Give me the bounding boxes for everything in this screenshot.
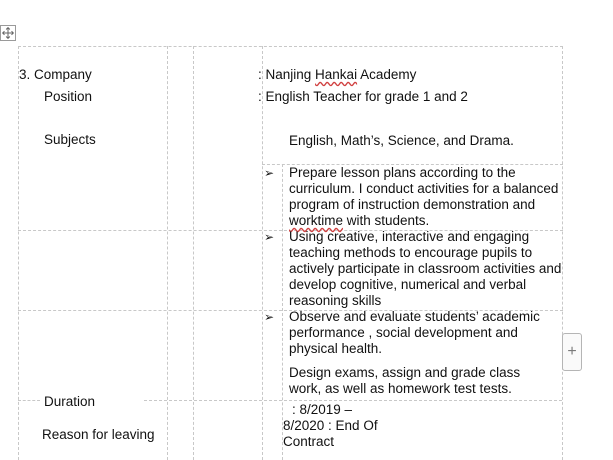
arrow-bullet-icon: ➢ <box>264 310 275 324</box>
duration-value-line1: : 8/2019 – <box>292 402 353 417</box>
reason-label: Reason for leaving <box>42 427 155 442</box>
duty-item: Observe and evaluate students’ academic performance , social development and physical health. <box>289 309 540 356</box>
arrow-bullet-icon: ➢ <box>264 166 275 180</box>
duty-item: Using creative, interactive and engaging teaching methods to encourage pupils to actively participate in classroom activities and develop cognitive, numerical and verbal reasoning skills <box>289 229 562 308</box>
duty-text-end: with students. <box>343 213 430 228</box>
table-gridline <box>144 400 562 401</box>
spelling-flagged-word[interactable]: Hankai <box>315 67 358 82</box>
position-label: Position <box>44 89 93 104</box>
spelling-flagged-word[interactable]: worktime <box>289 213 344 228</box>
table-gridline <box>167 46 168 460</box>
duty-text: Prepare lesson plans according to the curriculum. I conduct activities for a balanced program of instruction demonstration and <box>289 165 559 212</box>
position-value: : English Teacher for grade 1 and 2 <box>258 89 468 104</box>
duty-paragraph: Design exams, assign and grade class work, as well as homework test tests. <box>289 365 521 396</box>
subjects-label: Subjects <box>44 132 96 147</box>
add-column-icon[interactable]: + <box>562 333 582 371</box>
table-gridline <box>193 46 194 460</box>
company-value <box>258 67 416 82</box>
duration-value-line2: 8/2020 : End Of <box>283 418 378 433</box>
table-gridline <box>18 400 40 401</box>
duration-label: Duration <box>44 394 96 409</box>
company-value-prefix: : Nanjing <box>258 67 316 82</box>
duration-value-line3: Contract <box>283 434 335 449</box>
company-label: 3. Company <box>19 67 92 82</box>
subjects-value: English, Math’s, Science, and Drama. <box>289 133 514 148</box>
company-value-suffix: Academy <box>357 67 417 82</box>
duty-item <box>289 165 561 229</box>
table-gridline <box>282 164 283 460</box>
arrow-bullet-icon: ➢ <box>264 230 275 244</box>
table-move-handle-icon[interactable] <box>0 25 16 41</box>
table-gridline <box>18 46 19 460</box>
table-gridline <box>262 46 263 460</box>
table-gridline <box>18 46 563 47</box>
